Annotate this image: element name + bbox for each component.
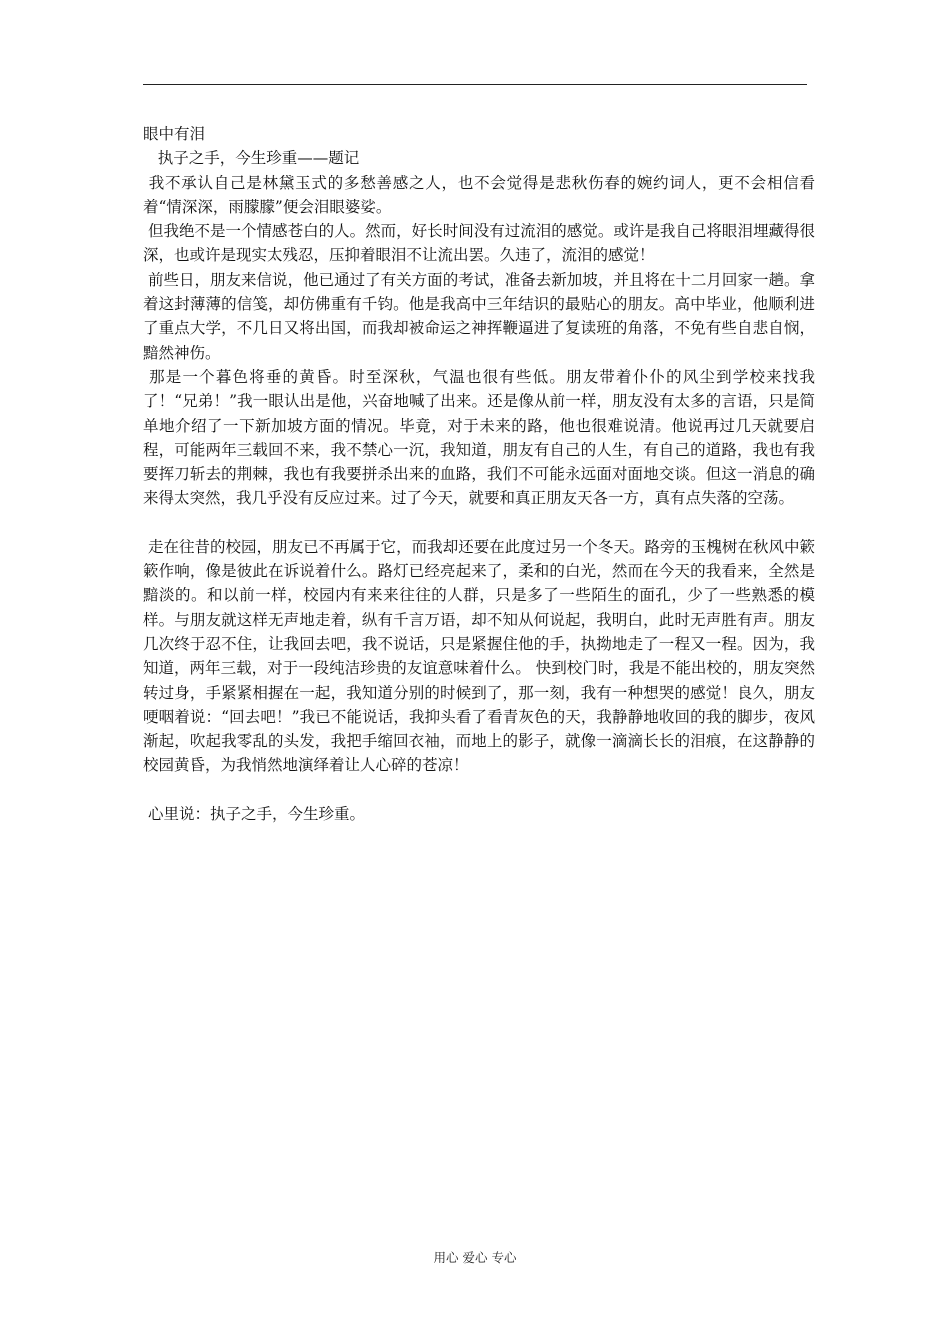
paragraph-3 xyxy=(143,268,815,365)
paragraph-2-text: 但我绝不是一个情感苍白的人。然而，好长时间没有过流泪的感觉。或许是我自己将眼泪埋藏得很深，也或许是现实太残忍，压抑着眼泪不让流出罢。久违了，流泪的感觉！ xyxy=(143,222,815,265)
paragraph-5-text: 走在往昔的校园，朋友已不再属于它，而我却还要在此度过另一个冬天。路旁的玉槐树在秋风中簌簌作响，像是彼此在诉说着什么。路灯已经亮起来了，柔和的白光，然而在今天的我看来，全然是黯淡的。和以前一样，校园内有来来往往的人群，只是多了一些陌生的面孔，少了一些熟悉的模样。与朋友就这样无声地走着，纵有千言万语，却不知从何说起，我明白，此时无声胜有声。朋友几次终于忍不住，让我回去吧，我不说话，只是紧握住他的手，执拗地走了一程又一程。因为，我知道，两年三载，对于一段纯洁珍贵的友谊意味着什么。 快到校门时，我是不能出校的，朋友突然转过身，手紧紧相握在一起，我知道分别的时候到了，那一刻，我有一种想哭的感觉！良久，朋友哽咽着说：“回去吧！”我已不能说话，我抑头看了看青灰色的天，我静静地收回的我的脚步，夜风渐起，吹起我零乱的头发，我把手缩回衣袖，而地上的影子，就像一滴滴长长的泪痕，在这静静的校园黄昏，为我悄然地演绎着让人心碎的苍凉！ xyxy=(143,537,815,775)
paragraph-4-text: 那是一个暮色将垂的黄昏。时至深秋，气温也很有些低。朋友带着仆仆的风尘到学校来找我了！“兄弟！”我一眼认出是他，兴奋地喊了出来。还是像从前一样，朋友没有太多的言语，只是简单地介绍了一下新加坡方面的情况。毕竟，对于未来的路，他也很难说清。他说再过几天就要启程，可能两年三载回不来，我不禁心一沉，我知道，朋友有自己的人生，有自己的道路，我也有我要挥刀斩去的荆棘，我也有我要拼杀出来的血路，我们不可能永远面对面地交谈。但这一消息的确来得太突然，我几乎没有反应过来。过了今天，就要和真正朋友天各一方，真有点失落的空荡。 xyxy=(143,367,815,508)
page-footer: 用心 爱心 专心 xyxy=(433,1250,517,1265)
epigraph xyxy=(143,146,815,170)
paragraph-gap xyxy=(143,778,815,802)
paragraph-5 xyxy=(143,535,815,778)
paragraph-4 xyxy=(143,365,815,511)
paragraph-1 xyxy=(143,171,815,220)
epigraph-text: 执子之手，今生珍重——题记 xyxy=(157,149,360,168)
paragraph-6 xyxy=(143,802,815,826)
paragraph-6-text: 心里说：执子之手，今生珍重。 xyxy=(147,804,365,823)
paragraph-gap xyxy=(143,511,815,535)
document-body xyxy=(143,122,815,826)
paragraph-1-text: 我不承认自己是林黛玉式的多愁善感之人，也不会觉得是悲秋伤春的婉约词人，更不会相信看着“情深深，雨朦朦”便会泪眼婆娑。 xyxy=(143,173,815,216)
paragraph-2 xyxy=(143,219,815,268)
paragraph-3-text: 前些日，朋友来信说，他已通过了有关方面的考试，准备去新加坡，并且将在十二月回家一趟。拿着这封薄薄的信笺，却仿佛重有千钧。他是我高中三年结识的最贴心的朋友。高中毕业，他顺利进了重点大学，不几日又将出国，而我却被命运之神挥鞭逼进了复读班的角落，不免有些自悲自悯，黯然神伤。 xyxy=(143,270,815,362)
document-title: 眼中有泪 xyxy=(143,125,206,143)
header-rule xyxy=(143,84,807,85)
